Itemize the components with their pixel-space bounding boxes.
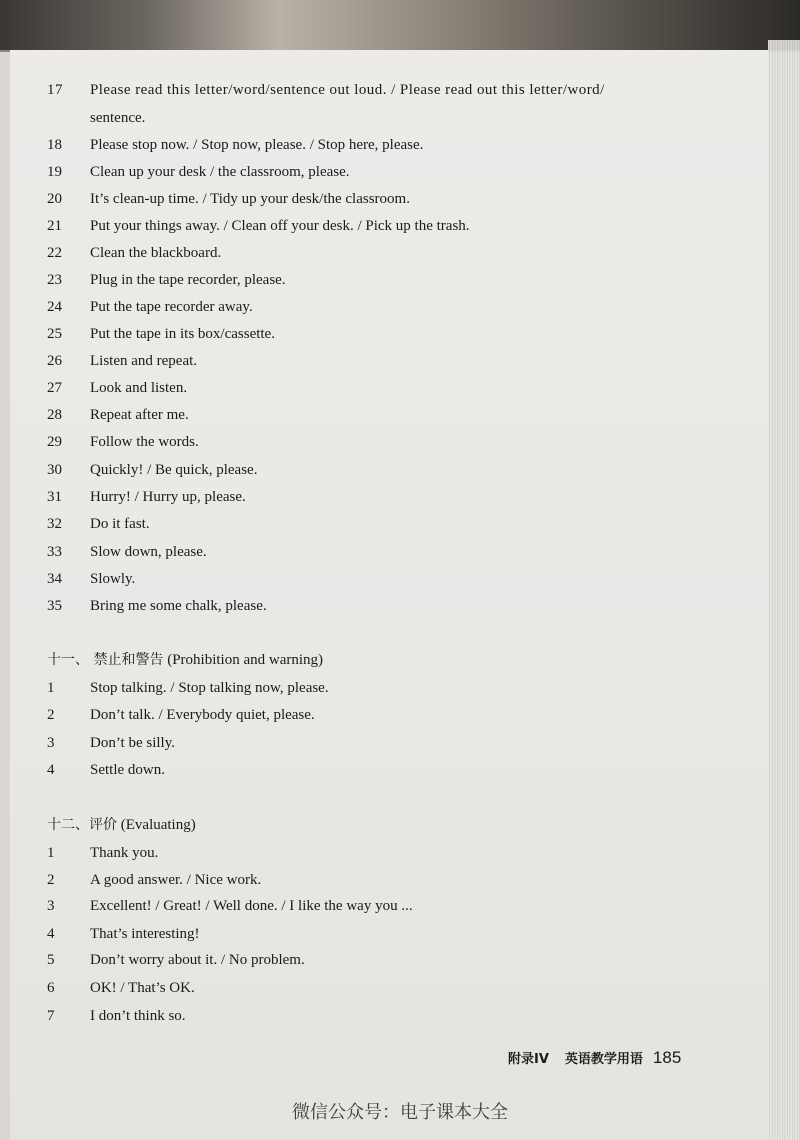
item-number: 23	[47, 272, 62, 288]
item-number: 7	[47, 1008, 55, 1024]
item-text: A good answer. / Nice work.	[90, 872, 262, 888]
item-number: 29	[47, 434, 62, 450]
item-number: 17	[47, 82, 63, 98]
item-number: 2	[47, 872, 55, 888]
item-text: Quickly! / Be quick, please.	[90, 462, 258, 478]
item-text: That’s interesting!	[90, 926, 200, 942]
item-text: OK! / That’s OK.	[90, 980, 195, 996]
section-heading-zh: 十一、 禁止和警告	[47, 652, 164, 668]
section-heading-zh: 十二、评价	[47, 817, 117, 833]
item-text: Don’t be silly.	[90, 735, 175, 751]
item-text: Plug in the tape recorder, please.	[90, 272, 286, 288]
item-number: 1	[47, 680, 55, 696]
item-number: 3	[47, 898, 55, 914]
footer-title: 英语教学用语	[564, 1052, 643, 1067]
item-number: 27	[47, 380, 62, 396]
item-text: Repeat after me.	[90, 407, 189, 423]
page-number: 185	[652, 1048, 682, 1067]
item-number: 31	[47, 489, 62, 505]
item-number: 6	[47, 980, 55, 996]
section-heading-evaluating	[47, 812, 196, 838]
item-number: 3	[47, 735, 55, 751]
item-text: Slow down, please.	[90, 544, 207, 560]
item-text: Put the tape in its box/cassette.	[90, 326, 275, 342]
item-text: Put the tape recorder away.	[90, 299, 253, 315]
item-number: 20	[47, 191, 62, 207]
item-number: 32	[47, 516, 62, 532]
item-text: Excellent! / Great! / Well done. / I like the way you ...	[90, 898, 413, 914]
appendix-label: 附录IV	[508, 1052, 549, 1067]
item-text: Look and listen.	[90, 380, 188, 396]
item-number: 4	[47, 762, 55, 778]
item-number: 26	[47, 353, 62, 369]
item-text: Slowly.	[90, 571, 136, 587]
item-number: 4	[47, 926, 55, 942]
item-text: Don’t worry about it. / No problem.	[90, 952, 305, 968]
item-text: Thank you.	[90, 845, 159, 861]
item-text: Clean up your desk / the classroom, please.	[90, 164, 350, 180]
top-illustration-banner	[0, 0, 800, 52]
item-number: 1	[47, 845, 55, 861]
item-number: 35	[47, 598, 62, 614]
item-number: 18	[47, 137, 62, 153]
item-number: 34	[47, 571, 62, 587]
item-number: 28	[47, 407, 62, 423]
item-number: 5	[47, 952, 55, 968]
item-text: Hurry! / Hurry up, please.	[90, 489, 246, 505]
item-text: sentence.	[90, 110, 146, 126]
item-text: Listen and repeat.	[90, 353, 198, 369]
item-number: 33	[47, 544, 62, 560]
section-heading-en: (Prohibition and warning)	[167, 652, 324, 668]
item-text: It’s clean-up time. / Tidy up your desk/the classroom.	[90, 191, 410, 207]
item-number: 22	[47, 245, 62, 261]
item-number: 21	[47, 218, 62, 234]
item-number: 19	[47, 164, 62, 180]
item-text: Bring me some chalk, please.	[90, 598, 267, 614]
page-footer	[508, 1046, 681, 1070]
item-text: Put your things away. / Clean off your desk. / Pick up the trash.	[90, 218, 470, 234]
item-text: Please stop now. / Stop now, please. / Stop here, please.	[90, 137, 424, 153]
item-text: Do it fast.	[90, 516, 150, 532]
item-text: Stop talking. / Stop talking now, please.	[90, 680, 329, 696]
item-text: Clean the blackboard.	[90, 245, 222, 261]
item-number: 24	[47, 299, 62, 315]
item-text: Please read this letter/word/sentence out loud. / Please read out this letter/word/	[90, 82, 605, 98]
page-edges	[768, 40, 800, 1140]
item-number: 30	[47, 462, 62, 478]
watermark: 微信公众号：电子课本大全	[292, 1102, 508, 1123]
item-text: I don’t think so.	[90, 1008, 186, 1024]
item-number: 2	[47, 707, 55, 723]
section-heading-prohibition	[47, 647, 323, 673]
item-text: Don’t talk. / Everybody quiet, please.	[90, 707, 315, 723]
item-text: Follow the words.	[90, 434, 199, 450]
item-text: Settle down.	[90, 762, 165, 778]
item-number: 25	[47, 326, 62, 342]
section-heading-en: (Evaluating)	[120, 817, 196, 833]
